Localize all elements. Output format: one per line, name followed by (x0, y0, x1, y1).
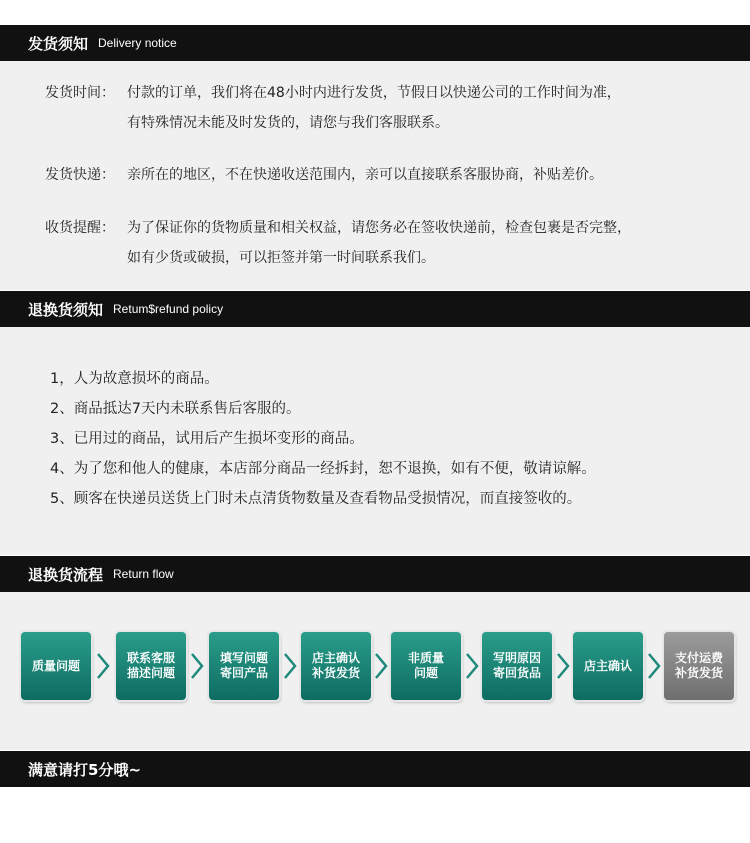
refund-subtitle: Retum$refund policy (113, 302, 224, 316)
delivery-title: 发货须知 (28, 34, 89, 53)
flow-step-line: 问题 (413, 666, 438, 680)
flow-step-contact-service (116, 632, 186, 700)
chevron-right-icon (465, 652, 479, 680)
delivery-item-text: 亲所在的地区，不在快递收送范围内，亲可以直接联系客服协商，补贴差价。 (127, 167, 603, 183)
flow-step-line: 寄回产品 (219, 666, 268, 680)
flow-step-state-reason (482, 632, 552, 700)
flow-step-line: 写明原因 (492, 651, 541, 665)
flow-step-non-quality (391, 632, 461, 700)
refund-rule: 3、已用过的商品，试用后产生损坏变形的商品。 (50, 431, 364, 447)
chevron-right-icon (647, 652, 661, 680)
flow-step-line: 店主确认 (311, 651, 360, 665)
refund-rule: 2、商品抵达7天内未联系售后客服的。 (50, 401, 301, 417)
flow-header (0, 556, 750, 592)
chevron-right-icon (96, 652, 110, 680)
flow-title: 退换货流程 (28, 565, 104, 584)
delivery-item-label: 发货快递： (45, 167, 115, 183)
chevron-right-icon (374, 652, 388, 680)
delivery-item-text: 为了保证你的货物质量和相关权益，请您务必在签收快递前，检查包裹是否完整， (127, 220, 631, 236)
flow-subtitle: Return flow (113, 567, 174, 581)
flow-step-line: 寄回货品 (492, 666, 541, 680)
flow-step-line: 支付运费 (674, 651, 723, 665)
flow-step-owner-confirm (573, 632, 643, 700)
refund-rule: 1，人为故意损坏的商品。 (50, 371, 219, 387)
flow-step-line: 非质量 (407, 651, 444, 665)
flow-step-quality-issue (21, 632, 91, 700)
flow-step-line: 联系客服 (126, 651, 175, 665)
delivery-item-label: 收货提醒： (45, 220, 115, 236)
flow-step-fill-issue (209, 632, 279, 700)
flow-step-line: 填写问题 (219, 651, 268, 665)
flow-step-line: 补货发货 (674, 666, 723, 680)
refund-rule: 4、为了您和他人的健康，本店部分商品一经拆封，恕不退换，如有不便，敬请谅解。 (50, 461, 596, 477)
flow-step-line: 质量问题 (31, 658, 80, 673)
refund-rule: 5、顾客在快递员送货上门时未点清货物数量及查看物品受损情况，而直接签收的。 (50, 491, 582, 507)
delivery-item-text: 如有少货或破损，可以拒签并第一时间联系我们。 (127, 250, 435, 266)
delivery-item-text: 付款的订单，我们将在48小时内进行发货，节假日以快递公司的工作时间为准， (127, 85, 621, 101)
chevron-right-icon (190, 652, 204, 680)
delivery-subtitle: Delivery notice (98, 36, 177, 50)
delivery-item-label: 发货时间： (45, 85, 115, 101)
flow-step-line: 描述问题 (126, 666, 175, 680)
flow-step-line: 店主确认 (583, 658, 632, 673)
flow-step-pay-shipping (664, 632, 734, 700)
flow-step-line: 补货发货 (311, 666, 360, 680)
refund-header (0, 291, 750, 327)
footer-bar (0, 751, 750, 787)
chevron-right-icon (556, 652, 570, 680)
flow-step-owner-confirm-reship (301, 632, 371, 700)
footer-title: 满意请打5分哦~ (28, 760, 142, 779)
refund-title: 退换货须知 (28, 300, 104, 319)
delivery-item-text: 有特殊情况未能及时发货的，请您与我们客服联系。 (127, 115, 449, 131)
chevron-right-icon (283, 652, 297, 680)
delivery-header (0, 25, 750, 61)
